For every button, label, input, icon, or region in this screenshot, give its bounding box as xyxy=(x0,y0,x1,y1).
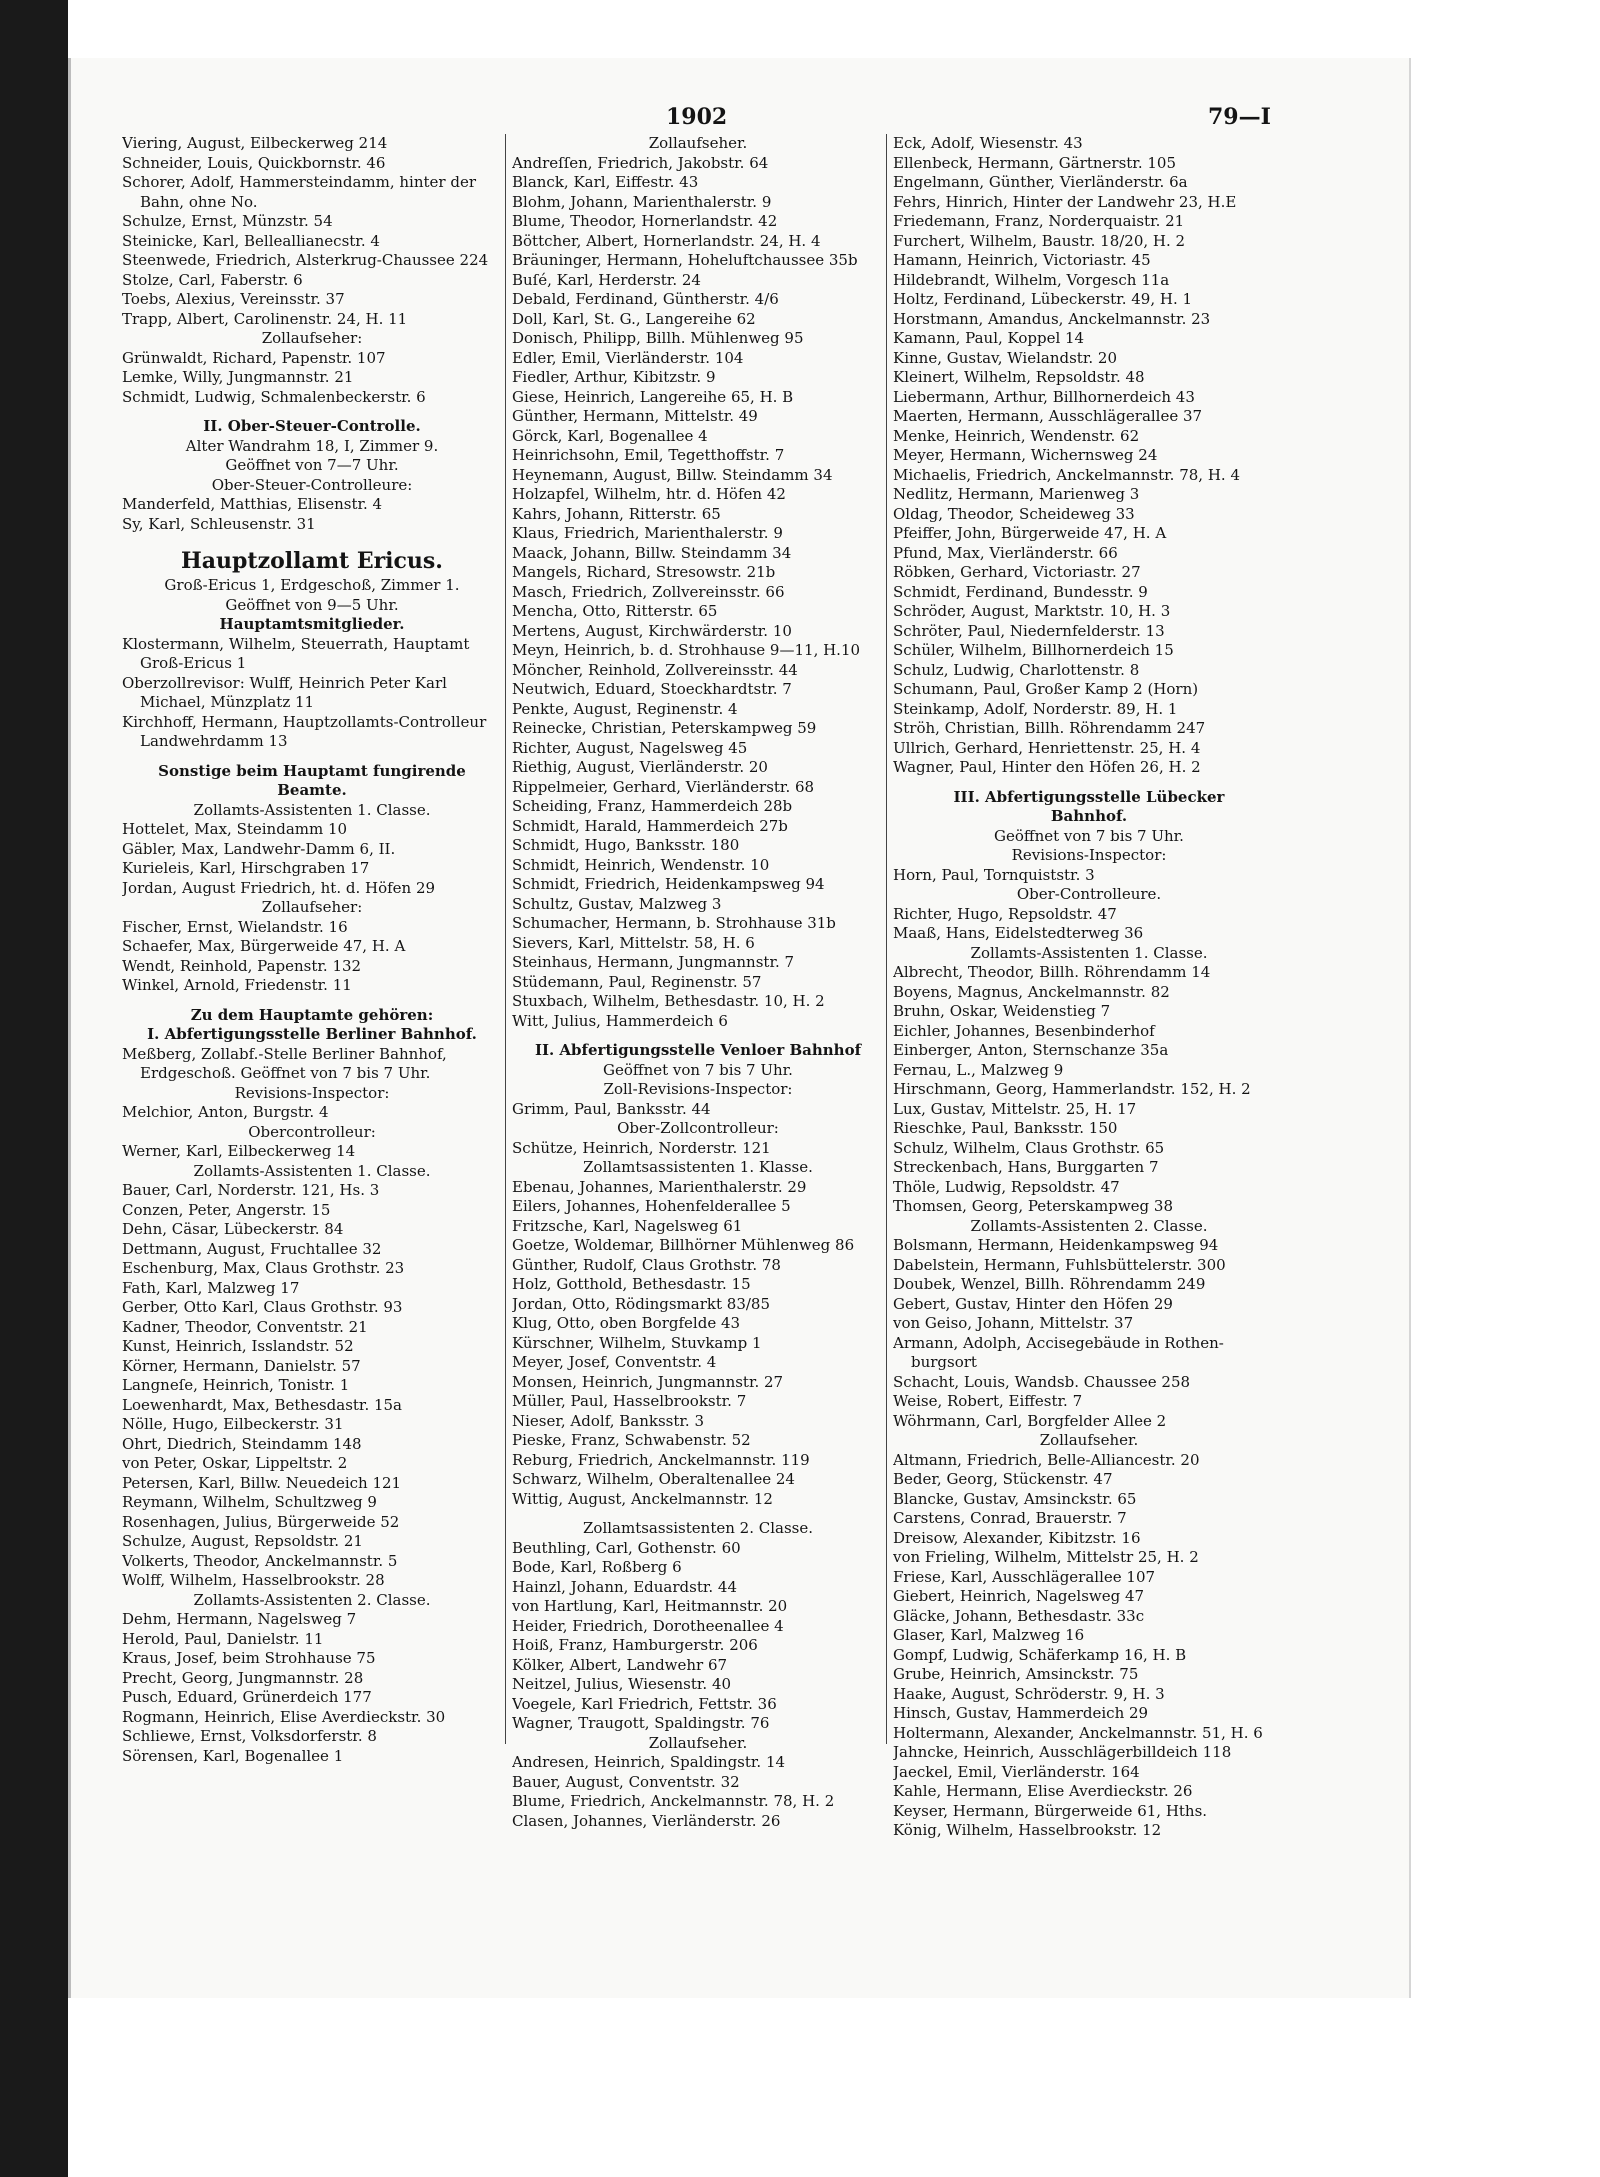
directory-entry: Grube, Heinrich, Amsinckstr. 75 xyxy=(893,1665,1139,1683)
directory-entry: Schmidt, Ferdinand, Bundesstr. 9 xyxy=(893,582,1148,601)
directory-entry: Kadner, Theodor, Conventstr. 21 xyxy=(122,1317,368,1336)
directory-entry: Neutwich, Eduard, Stoeckhardtstr. 7 xyxy=(512,680,792,698)
directory-entry: Horstmann, Amandus, Anckelmannstr. 23 xyxy=(893,309,1211,328)
directory-entry: Mangels, Richard, Stresowstr. 21b xyxy=(512,563,776,581)
directory-entry: Schwarz, Wilhelm, Oberaltenallee 24 xyxy=(512,1470,795,1488)
directory-entry: Möncher, Reinhold, Zollvereinsstr. 44 xyxy=(512,660,798,679)
directory-entry: Manderfeld, Matthias, Elisenstr. 4 xyxy=(122,495,383,513)
directory-entry: Kamann, Paul, Koppel 14 xyxy=(893,329,1085,347)
directory-entry: Schüler, Wilhelm, Billhornerdeich 15 xyxy=(893,641,1174,659)
directory-entry: Nölle, Hugo, Eilbeckerstr. 31 xyxy=(122,1415,344,1433)
directory-entry: Erdgeschoß. Geöffnet von 7 bis 7 Uhr. xyxy=(140,1064,431,1082)
directory-entry: Kunst, Heinrich, Isslandstr. 52 xyxy=(122,1337,354,1355)
directory-entry: Rosenhagen, Julius, Bürgerweide 52 xyxy=(122,1512,400,1531)
directory-entry: Clasen, Johannes, Vierländerstr. 26 xyxy=(512,1811,781,1830)
directory-entry: Penkte, August, Reginenstr. 4 xyxy=(512,699,738,718)
directory-entry: Holtz, Ferdinand, Lübeckerstr. 49, H. 1 xyxy=(893,290,1193,308)
directory-entry: Klaus, Friedrich, Marienthalerstr. 9 xyxy=(512,524,783,542)
directory-entry: Blancke, Gustav, Amsinckstr. 65 xyxy=(893,1489,1137,1508)
directory-entry: Blume, Theodor, Hornerlandstr. 42 xyxy=(512,212,778,230)
directory-entry: Buſé, Karl, Herderstr. 24 xyxy=(512,270,701,289)
directory-entry: Giese, Heinrich, Langereihe 65, H. B xyxy=(512,387,794,406)
directory-entry: Armann, Adolph, Accisegebäude in Rothen- xyxy=(893,1333,1224,1352)
directory-entry: Weise, Robert, Eiffestr. 7 xyxy=(893,1392,1083,1410)
directory-entry: Mencha, Otto, Ritterstr. 65 xyxy=(512,602,718,620)
section-heading: Ober-Controlleure. xyxy=(1016,885,1162,903)
section-heading: Revisions-Inspector: xyxy=(234,1083,390,1102)
directory-entry: Beder, Georg, Stückenstr. 47 xyxy=(893,1470,1113,1488)
section-heading: Zollaufseher: xyxy=(261,898,363,916)
directory-entry: Schütze, Heinrich, Norderstr. 121 xyxy=(512,1138,771,1157)
directory-entry: Schneider, Louis, Quickbornstr. 46 xyxy=(122,153,386,172)
directory-entry: Doubek, Wenzel, Billh. Röhrendamm 249 xyxy=(893,1275,1206,1293)
section-heading: III. Abfertigungsstelle Lübecker xyxy=(953,787,1225,806)
section-heading: Zollamtsassistenten 1. Klasse. xyxy=(583,1158,813,1176)
directory-entry: Bauer, Carl, Norderstr. 121, Hs. 3 xyxy=(122,1181,380,1199)
directory-entry: Grünwaldt, Richard, Papenstr. 107 xyxy=(122,348,386,367)
directory-entry: von Geiso, Johann, Mittelstr. 37 xyxy=(893,1314,1134,1332)
directory-entry: Maerten, Hermann, Ausschlägerallee 37 xyxy=(893,407,1203,425)
directory-entry: Fritzsche, Karl, Nagelsweg 61 xyxy=(512,1216,743,1235)
directory-entry: Winkel, Arnold, Friedenstr. 11 xyxy=(122,976,352,994)
directory-entry: Kürschner, Wilhelm, Stuvkamp 1 xyxy=(512,1333,762,1352)
page-number: 79—I xyxy=(1208,104,1271,130)
scan-binding-edge xyxy=(0,0,68,2177)
column-3 xyxy=(893,134,1285,1841)
directory-entry: Thöle, Ludwig, Repsoldstr. 47 xyxy=(893,1177,1120,1196)
column-divider xyxy=(886,134,887,1744)
section-heading: Zollamts-Assistenten 1. Classe. xyxy=(970,943,1208,962)
directory-entry: Röbken, Gerhard, Victoriastr. 27 xyxy=(893,563,1141,581)
section-heading: Sonstige beim Hauptamt fungirende xyxy=(158,761,466,780)
directory-entry: Schröder, August, Marktstr. 10, H. 3 xyxy=(893,602,1171,620)
directory-entry: Ullrich, Gerhard, Henriettenstr. 25, H. 4 xyxy=(893,738,1201,757)
directory-entry: Schulze, Ernst, Münzstr. 54 xyxy=(122,212,333,230)
directory-entry: Kleinert, Wilhelm, Repsoldstr. 48 xyxy=(893,368,1145,386)
directory-entry: Friese, Karl, Ausschlägerallee 107 xyxy=(893,1567,1156,1586)
directory-entry: König, Wilhelm, Hasselbrookstr. 12 xyxy=(893,1821,1162,1839)
directory-entry: Klostermann, Wilhelm, Steuerrath, Hauptamt xyxy=(122,634,470,653)
directory-entry: Jahncke, Heinrich, Ausschlägerbilldeich 118 xyxy=(893,1743,1232,1761)
directory-entry: Heinrichsohn, Emil, Tegetthoffstr. 7 xyxy=(512,446,785,464)
directory-entry: Neitzel, Julius, Wiesenstr. 40 xyxy=(512,1675,732,1693)
section-heading: Zollaufseher: xyxy=(261,329,363,347)
section-heading: Ober-Steuer-Controlleure: xyxy=(211,475,413,494)
section-heading: Geöffnet von 9—5 Uhr. xyxy=(225,595,399,614)
directory-entry: Klug, Otto, oben Borgfelde 43 xyxy=(512,1314,741,1332)
directory-entry: Wöhrmann, Carl, Borgfelder Allee 2 xyxy=(893,1411,1167,1430)
directory-entry: Pieske, Franz, Schwabenstr. 52 xyxy=(512,1431,751,1449)
directory-entry: Blume, Friedrich, Anckelmannstr. 78, H. 2 xyxy=(512,1792,835,1810)
section-heading: Zollamts-Assistenten 2. Classe. xyxy=(193,1590,431,1609)
directory-entry: Gläcke, Johann, Bethesdastr. 33c xyxy=(893,1606,1145,1625)
directory-entry: Günther, Rudolf, Claus Grothstr. 78 xyxy=(512,1255,781,1274)
directory-entry: Altmann, Friedrich, Belle-Alliancestr. 20 xyxy=(893,1450,1200,1469)
directory-entry: Fischer, Ernst, Wielandstr. 16 xyxy=(122,917,348,936)
directory-entry: Lemke, Willy, Jungmannstr. 21 xyxy=(122,368,354,386)
section-heading: Revisions-Inspector: xyxy=(1011,846,1167,864)
directory-entry: Günther, Hermann, Mittelstr. 49 xyxy=(512,407,758,425)
directory-entry: Keyser, Hermann, Bürgerweide 61, Hths. xyxy=(893,1801,1208,1820)
directory-entry: Schaefer, Max, Bürgerweide 47, H. A xyxy=(122,937,406,955)
directory-entry: Schulze, August, Repsoldstr. 21 xyxy=(122,1532,363,1550)
directory-entry: Schmidt, Ludwig, Schmalenbeckerstr. 6 xyxy=(122,387,426,406)
directory-entry: Glaser, Karl, Malzweg 16 xyxy=(893,1626,1085,1644)
directory-entry: Einberger, Anton, Sternschanze 35a xyxy=(893,1041,1169,1059)
section-heading: Bahnhof. xyxy=(1050,807,1128,825)
section-heading: Zollamtsassistenten 2. Classe. xyxy=(582,1519,813,1537)
directory-entry: Langneſe, Heinrich, Tonistr. 1 xyxy=(122,1376,350,1394)
directory-entry: Andreſſen, Friedrich, Jakobstr. 64 xyxy=(512,153,769,172)
directory-entry: Furchert, Wilhelm, Baustr. 18/20, H. 2 xyxy=(893,231,1186,250)
directory-entry: Fath, Karl, Malzweg 17 xyxy=(122,1278,300,1297)
directory-entry: Doll, Karl, St. G., Langereihe 62 xyxy=(512,309,756,328)
directory-entry: Wagner, Paul, Hinter den Höfen 26, H. 2 xyxy=(893,758,1201,776)
directory-entry: Bauer, August, Conventstr. 32 xyxy=(512,1772,740,1791)
directory-entry: Meyer, Hermann, Wichernsweg 24 xyxy=(893,446,1158,464)
directory-entry: Steinkamp, Adolf, Norderstr. 89, H. 1 xyxy=(893,699,1178,718)
directory-entry: Nedlitz, Hermann, Marienweg 3 xyxy=(893,485,1140,503)
directory-entry: Rieschke, Paul, Banksstr. 150 xyxy=(893,1119,1118,1137)
section-heading: Zu dem Hauptamte gehören: xyxy=(190,1005,434,1024)
directory-entry: Engelmann, Günther, Vierländerstr. 6a xyxy=(893,173,1188,191)
directory-entry: Eichler, Johannes, Besenbinderhof xyxy=(893,1021,1155,1040)
directory-entry: Fernau, L., Malzweg 9 xyxy=(893,1060,1064,1079)
directory-entry: Meyer, Josef, Conventstr. 4 xyxy=(512,1353,717,1371)
directory-entry: Ellenbeck, Hermann, Gärtnerstr. 105 xyxy=(893,153,1176,172)
year-heading: 1902 xyxy=(666,104,728,130)
directory-entry: von Frieling, Wilhelm, Mittelstr 25, H. 2 xyxy=(893,1548,1199,1566)
directory-entry: Boyens, Magnus, Anckelmannstr. 82 xyxy=(893,982,1170,1001)
directory-entry: Schmidt, Friedrich, Heidenkampsweg 94 xyxy=(512,875,825,893)
directory-entry: Kurieleis, Karl, Hirschgraben 17 xyxy=(122,859,370,877)
directory-entry: Sy, Karl, Schleusenstr. 31 xyxy=(122,514,316,533)
directory-entry: Schmidt, Heinrich, Wendenstr. 10 xyxy=(512,855,770,874)
directory-entry: Beuthling, Carl, Gothenstr. 60 xyxy=(512,1538,741,1557)
directory-entry: Precht, Georg, Jungmannstr. 28 xyxy=(122,1668,364,1687)
directory-entry: Rogmann, Heinrich, Elise Averdieckstr. 30 xyxy=(122,1707,446,1726)
directory-entry: Friedemann, Franz, Norderquaistr. 21 xyxy=(893,212,1185,230)
directory-entry: Bahn, ohne No. xyxy=(140,192,258,211)
directory-entry: Riethig, August, Vierländerstr. 20 xyxy=(512,758,768,776)
section-heading: Zollamts-Assistenten 2. Classe. xyxy=(970,1216,1208,1235)
directory-entry: Landwehrdamm 13 xyxy=(140,732,288,750)
directory-entry: Schumacher, Hermann, b. Strohhause 31b xyxy=(512,914,836,932)
directory-entry: Kahrs, Johann, Ritterstr. 65 xyxy=(512,504,721,523)
directory-entry: Steinhaus, Hermann, Jungmannstr. 7 xyxy=(512,953,795,971)
section-heading: Geöffnet von 7 bis 7 Uhr. xyxy=(994,826,1184,845)
directory-entry: Reinecke, Christian, Peterskampweg 59 xyxy=(512,719,817,737)
directory-entry: Görck, Karl, Bogenallee 4 xyxy=(512,426,708,445)
directory-entry: Jordan, August Friedrich, ht. d. Höfen 29 xyxy=(122,878,436,897)
directory-entry: Jordan, Otto, Rödingsmarkt 83/85 xyxy=(512,1294,771,1313)
directory-entry: Witt, Julius, Hammerdeich 6 xyxy=(512,1011,728,1030)
directory-entry: Heider, Friedrich, Dorotheenallee 4 xyxy=(512,1616,784,1635)
directory-entry: Grimm, Paul, Banksstr. 44 xyxy=(512,1099,711,1118)
directory-entry: Hainzl, Johann, Eduardstr. 44 xyxy=(512,1577,738,1596)
directory-entry: Oldag, Theodor, Scheideweg 33 xyxy=(893,504,1135,523)
directory-entry: Müller, Paul, Hasselbrookstr. 7 xyxy=(512,1392,747,1410)
directory-entry: Wendt, Reinhold, Papenstr. 132 xyxy=(122,956,362,975)
directory-entry: Liebermann, Arthur, Billhornerdeich 43 xyxy=(893,387,1195,406)
directory-entry: Scheiding, Franz, Hammerdeich 28b xyxy=(512,797,793,815)
directory-entry: Jaeckel, Emil, Vierländerstr. 164 xyxy=(893,1762,1140,1781)
directory-entry: Oberzollrevisor: Wulff, Heinrich Peter Karl xyxy=(122,673,447,692)
directory-entry: Blohm, Johann, Marienthalerstr. 9 xyxy=(512,192,772,211)
directory-entry: Richter, Hugo, Repsoldstr. 47 xyxy=(893,904,1117,923)
directory-entry: Carstens, Conrad, Brauerstr. 7 xyxy=(893,1509,1127,1527)
directory-entry: Rippelmeier, Gerhard, Vierländerstr. 68 xyxy=(512,777,815,796)
directory-entry: Schultz, Gustav, Malzweg 3 xyxy=(512,894,722,913)
directory-entry: Hirschmann, Georg, Hammerlandstr. 152, H. 2 xyxy=(893,1080,1251,1098)
directory-entry: Kinne, Gustav, Wielandstr. 20 xyxy=(893,348,1117,367)
directory-entry: Kirchhoff, Hermann, Hauptzollamts-Controlleur xyxy=(122,712,487,731)
directory-entry: Ströh, Christian, Billh. Röhrendamm 247 xyxy=(893,719,1206,737)
directory-entry: Gompf, Ludwig, Schäferkamp 16, H. B xyxy=(893,1645,1187,1664)
directory-entry: Steenwede, Friedrich, Alsterkrug-Chaussee 224 xyxy=(122,251,489,269)
directory-entry: Kahle, Hermann, Elise Averdieckstr. 26 xyxy=(893,1782,1193,1800)
directory-entry: Michaelis, Friedrich, Anckelmannstr. 78, H. 4 xyxy=(893,465,1240,484)
directory-entry: Sörensen, Karl, Bogenallee 1 xyxy=(122,1746,344,1765)
section-heading: Zollaufseher. xyxy=(648,1733,748,1752)
directory-entry: Masch, Friedrich, Zollvereinsstr. 66 xyxy=(512,582,785,601)
section-heading: Zoll-Revisions-Inspector: xyxy=(603,1080,793,1098)
directory-entry: Dehn, Cäsar, Lübeckerstr. 84 xyxy=(122,1220,344,1238)
directory-entry: Wolff, Wilhelm, Hasselbrookstr. 28 xyxy=(122,1571,385,1589)
directory-entry: Hinsch, Gustav, Hammerdeich 29 xyxy=(893,1704,1149,1722)
directory-entry: Streckenbach, Hans, Burggarten 7 xyxy=(893,1158,1159,1176)
directory-entry: Dreisow, Alexander, Kibitzstr. 16 xyxy=(893,1528,1141,1547)
directory-entry: Kraus, Josef, beim Strohhause 75 xyxy=(122,1649,376,1667)
directory-entry: Mertens, August, Kirchwärderstr. 10 xyxy=(512,621,792,640)
section-heading: I. Abfertigungsstelle Berliner Bahnhof. xyxy=(147,1025,477,1043)
directory-entry: Stuxbach, Wilhelm, Bethesdastr. 10, H. 2 xyxy=(512,992,825,1010)
directory-entry: Monsen, Heinrich, Jungmannstr. 27 xyxy=(512,1372,784,1391)
directory-entry: Donisch, Philipp, Billh. Mühlenweg 95 xyxy=(512,329,804,347)
directory-entry: Bruhn, Oskar, Weidenstieg 7 xyxy=(893,1002,1111,1020)
directory-entry: Schumann, Paul, Großer Kamp 2 (Horn) xyxy=(893,680,1199,698)
column-2 xyxy=(512,134,884,1831)
section-heading: II. Ober-Steuer-Controlle. xyxy=(203,417,421,435)
directory-entry: Körner, Hermann, Danielstr. 57 xyxy=(122,1356,361,1375)
directory-entry: Fehrs, Hinrich, Hinter der Landwehr 23, H.E xyxy=(893,192,1237,211)
directory-entry: Heynemann, August, Billw. Steindamm 34 xyxy=(512,465,833,484)
section-heading: Zollamts-Assistenten 1. Classe. xyxy=(193,1161,431,1180)
section-heading: Obercontrolleur: xyxy=(248,1122,376,1141)
directory-entry: Holz, Gotthold, Bethesdastr. 15 xyxy=(512,1275,751,1293)
section-heading: Groß-Ericus 1, Erdgeschoß, Zimmer 1. xyxy=(164,576,460,594)
directory-entry: Conzen, Peter, Angerstr. 15 xyxy=(122,1200,331,1219)
section-heading: Geöffnet von 7—7 Uhr. xyxy=(225,456,399,474)
directory-entry: Reburg, Friedrich, Anckelmannstr. 119 xyxy=(512,1450,810,1469)
directory-entry: Holtermann, Alexander, Anckelmannstr. 51, H. 6 xyxy=(893,1723,1263,1742)
directory-entry: Böttcher, Albert, Hornerlandstr. 24, H. 4 xyxy=(512,231,821,250)
directory-entry: Voegele, Karl Friedrich, Fettstr. 36 xyxy=(512,1694,777,1713)
directory-entry: Schliewe, Ernst, Volksdorferstr. 8 xyxy=(122,1727,377,1745)
section-heading: II. Abfertigungsstelle Venloer Bahnhof xyxy=(534,1041,862,1059)
section-heading: Hauptamtsmitglieder. xyxy=(219,615,405,633)
directory-entry: Schulz, Wilhelm, Claus Grothstr. 65 xyxy=(893,1138,1165,1157)
directory-entry: Hottelet, Max, Steindamm 10 xyxy=(122,820,348,838)
directory-entry: Toebs, Alexius, Vereinsstr. 37 xyxy=(122,290,345,308)
column-1 xyxy=(122,134,502,1766)
directory-entry: Fiedler, Arthur, Kibitzstr. 9 xyxy=(512,368,716,386)
directory-entry: Kölker, Albert, Landwehr 67 xyxy=(512,1655,728,1674)
directory-entry: Dehm, Hermann, Nagelsweg 7 xyxy=(122,1610,357,1628)
directory-entry: Maack, Johann, Billw. Steindamm 34 xyxy=(512,543,792,562)
directory-entry: Eilers, Johannes, Hohenfelderallee 5 xyxy=(512,1197,791,1215)
directory-entry: Maaß, Hans, Eidelstedterweg 36 xyxy=(893,924,1144,942)
directory-entry: Gäbler, Max, Landwehr-Damm 6, II. xyxy=(122,839,396,858)
directory-entry: Ohrt, Diedrich, Steindamm 148 xyxy=(122,1434,362,1453)
directory-entry: Wittig, August, Anckelmannstr. 12 xyxy=(512,1489,773,1508)
directory-entry: Horn, Paul, Tornquiststr. 3 xyxy=(893,865,1095,884)
directory-entry: Schmidt, Harald, Hammerdeich 27b xyxy=(512,816,788,835)
directory-entry: Edler, Emil, Vierländerstr. 104 xyxy=(512,348,744,367)
directory-entry: Werner, Karl, Eilbeckerweg 14 xyxy=(122,1142,356,1160)
directory-entry: Meyn, Heinrich, b. d. Strohhause 9—11, H.10 xyxy=(512,641,861,659)
directory-entry: Ebenau, Johannes, Marienthalerstr. 29 xyxy=(512,1177,807,1196)
directory-entry: burgsort xyxy=(911,1353,977,1371)
directory-entry: Gebert, Gustav, Hinter den Höfen 29 xyxy=(893,1294,1173,1313)
section-heading: Geöffnet von 7 bis 7 Uhr. xyxy=(603,1060,793,1079)
directory-entry: Dabelstein, Hermann, Fuhlsbüttelerstr. 300 xyxy=(893,1255,1226,1274)
directory-entry: Nieser, Adolf, Banksstr. 3 xyxy=(512,1411,704,1430)
directory-entry: Goetze, Woldemar, Billhörner Mühlenweg 86 xyxy=(512,1236,855,1254)
section-heading: Zollamts-Assistenten 1. Classe. xyxy=(193,800,431,819)
directory-entry: Schorer, Adolf, Hammersteindamm, hinter der xyxy=(122,173,477,191)
section-heading: Zollaufseher. xyxy=(1039,1431,1139,1449)
directory-entry: von Hartlung, Karl, Heitmannstr. 20 xyxy=(512,1597,788,1615)
directory-entry: Richter, August, Nagelsweg 45 xyxy=(512,738,748,757)
directory-entry: Loewenhardt, Max, Bethesdastr. 15a xyxy=(122,1395,403,1414)
directory-entry: Stolze, Carl, Faberstr. 6 xyxy=(122,270,303,289)
directory-entry: Trapp, Albert, Carolinenstr. 24, H. 11 xyxy=(122,309,408,328)
directory-entry: Sievers, Karl, Mittelstr. 58, H. 6 xyxy=(512,933,755,952)
directory-entry: Eck, Adolf, Wiesenstr. 43 xyxy=(893,134,1083,152)
directory-entry: Schröter, Paul, Niedernfelderstr. 13 xyxy=(893,621,1165,640)
directory-entry: Giebert, Heinrich, Nagelsweg 47 xyxy=(893,1587,1145,1605)
directory-entry: Hildebrandt, Wilhelm, Vorgesch 11a xyxy=(893,270,1170,289)
directory-entry: Bräuninger, Hermann, Hoheluftchaussee 35b xyxy=(512,251,858,269)
directory-entry: Reymann, Wilhelm, Schultzweg 9 xyxy=(122,1493,377,1511)
directory-entry: Hoiß, Franz, Hamburgerstr. 206 xyxy=(512,1636,758,1654)
directory-entry: Menke, Heinrich, Wendenstr. 62 xyxy=(893,426,1140,445)
directory-entry: Thomsen, Georg, Peterskampweg 38 xyxy=(893,1197,1173,1215)
column-divider xyxy=(505,134,506,1744)
directory-entry: Dettmann, August, Fruchtallee 32 xyxy=(122,1239,382,1258)
directory-entry: Melchior, Anton, Burgstr. 4 xyxy=(122,1103,329,1121)
directory-entry: Pfund, Max, Vierländerstr. 66 xyxy=(893,543,1118,562)
directory-entry: Albrecht, Theodor, Billh. Röhrendamm 14 xyxy=(893,963,1211,981)
directory-entry: Schacht, Louis, Wandsb. Chaussee 258 xyxy=(893,1372,1191,1391)
directory-entry: Wagner, Traugott, Spaldingstr. 76 xyxy=(512,1714,770,1732)
directory-entry: Michael, Münzplatz 11 xyxy=(140,693,315,711)
directory-entry: Pfeiffer, John, Bürgerweide 47, H. A xyxy=(893,524,1167,542)
section-heading: Alter Wandrahm 18, I, Zimmer 9. xyxy=(185,436,439,455)
directory-entry: Blanck, Karl, Eiffestr. 43 xyxy=(512,173,699,191)
directory-entry: Groß-Ericus 1 xyxy=(140,654,247,672)
section-heading: Hauptzollamt Ericus. xyxy=(181,548,443,574)
directory-entry: Schmidt, Hugo, Banksstr. 180 xyxy=(512,836,740,854)
directory-entry: Lux, Gustav, Mittelstr. 25, H. 17 xyxy=(893,1099,1137,1118)
directory-entry: Bolsmann, Hermann, Heidenkampsweg 94 xyxy=(893,1236,1219,1254)
directory-entry: Petersen, Karl, Billw. Neuedeich 121 xyxy=(122,1473,402,1492)
directory-entry: Schulz, Ludwig, Charlottenstr. 8 xyxy=(893,660,1140,679)
directory-entry: von Peter, Oskar, Lippeltstr. 2 xyxy=(122,1454,348,1472)
section-heading: Ober-Zollcontrolleur: xyxy=(617,1119,779,1137)
directory-entry: Haake, August, Schröderstr. 9, H. 3 xyxy=(893,1684,1165,1703)
directory-entry: Hamann, Heinrich, Victoriastr. 45 xyxy=(893,251,1151,269)
section-heading: Beamte. xyxy=(277,781,347,799)
directory-entry: Herold, Paul, Danielstr. 11 xyxy=(122,1629,324,1648)
section-heading: Zollaufseher. xyxy=(648,134,748,152)
directory-entry: Bode, Karl, Roßberg 6 xyxy=(512,1558,682,1576)
directory-entry: Debald, Ferdinand, Güntherstr. 4/6 xyxy=(512,290,779,308)
directory-entry: Meßberg, Zollabf.-Stelle Berliner Bahnhof, xyxy=(122,1044,447,1063)
directory-entry: Stüdemann, Paul, Reginenstr. 57 xyxy=(512,972,762,991)
directory-entry: Volkerts, Theodor, Anckelmannstr. 5 xyxy=(122,1551,398,1570)
directory-entry: Holzapfel, Wilhelm, htr. d. Höfen 42 xyxy=(512,485,786,503)
directory-entry: Viering, August, Eilbeckerweg 214 xyxy=(122,134,388,152)
directory-entry: Andresen, Heinrich, Spaldingstr. 14 xyxy=(512,1753,786,1771)
directory-entry: Pusch, Eduard, Grünerdeich 177 xyxy=(122,1688,372,1706)
directory-entry: Gerber, Otto Karl, Claus Grothstr. 93 xyxy=(122,1298,403,1316)
directory-entry: Eschenburg, Max, Claus Grothstr. 23 xyxy=(122,1259,405,1277)
directory-entry: Steinicke, Karl, Belleallianecstr. 4 xyxy=(122,231,380,250)
